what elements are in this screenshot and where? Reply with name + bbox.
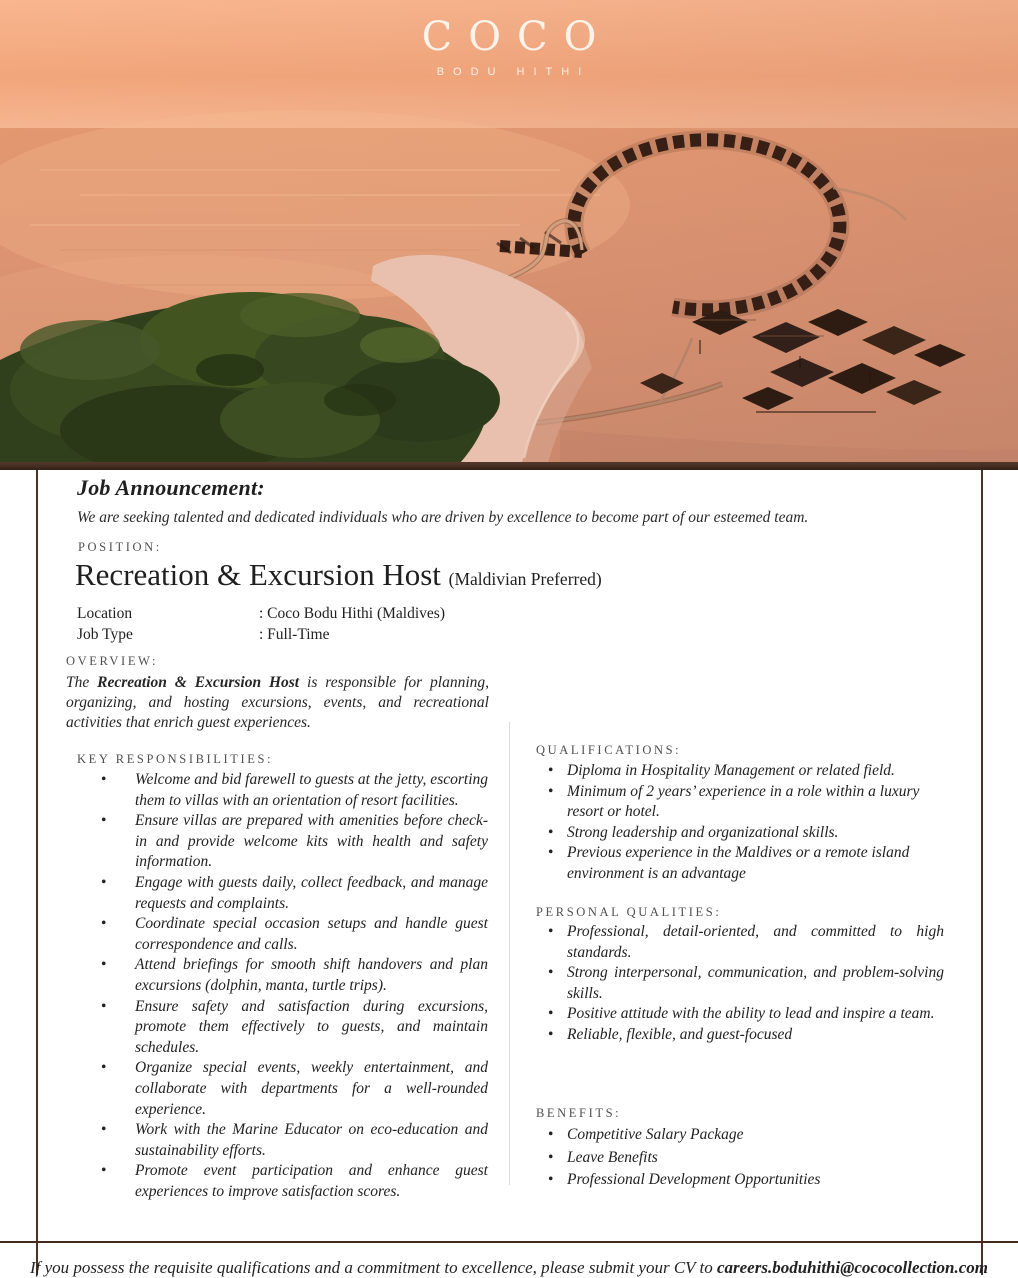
responsibility-text: • Engage with guests daily, collect feedback, and manage requests and complaints.	[135, 873, 488, 912]
responsibility-text: • Welcome and bid farewell to guests at the jetty, escorting them to villas with an orientation of resort facilities.	[135, 771, 488, 809]
detail-label: Job Type	[77, 626, 133, 643]
responsibility-text: • Work with the Marine Educator on eco-education and sustainability efforts.	[135, 1121, 488, 1159]
benefit-item	[536, 1169, 944, 1192]
overview-paragraph	[66, 673, 489, 732]
responsibilities-list	[77, 770, 488, 1202]
application-instruction	[0, 1258, 1018, 1278]
responsibility-item	[77, 811, 488, 873]
position-title-text: Recreation & Excursion Host	[75, 557, 441, 592]
responsibility-item	[77, 1120, 488, 1161]
responsibilities-label: KEY RESPONSIBILITIES:	[77, 752, 274, 766]
personal-qualities-list	[536, 922, 944, 1046]
position-title-suffix: (Maldivian Preferred)	[448, 569, 602, 589]
responsibility-text: • Attend briefings for smooth shift handovers and plan excursions (dolphin, manta, turtle trips).	[135, 956, 488, 994]
qualification-item	[536, 843, 946, 884]
personal-quality-text: • Strong interpersonal, communication, and problem-solving skills.	[567, 964, 944, 1002]
job-announcement-document	[0, 470, 1018, 1275]
personal-quality-text: • Reliable, flexible, and guest-focused	[567, 1025, 793, 1043]
qualification-text: • Previous experience in the Maldives or a remote island environment is an advantage	[567, 844, 910, 882]
overview-lead: The	[66, 674, 98, 691]
overview-role-bold: Recreation & Excursion Host	[97, 674, 300, 691]
responsibility-item	[77, 1058, 488, 1120]
photo-separator-bar	[0, 462, 1018, 470]
hero-photo	[0, 0, 1018, 463]
benefit-text: • Professional Development Opportunities	[567, 1171, 821, 1189]
responsibility-text: • Coordinate special occasion setups and handle guest correspondence and calls.	[135, 915, 488, 953]
responsibility-item	[77, 1161, 488, 1202]
responsibility-item	[77, 914, 488, 955]
qualification-text: • Strong leadership and organizational skills.	[567, 823, 839, 841]
qualification-item	[536, 761, 946, 782]
position-details	[77, 603, 577, 645]
position-label: POSITION:	[78, 540, 162, 554]
personal-qualities-label: PERSONAL QUALITIES:	[536, 905, 722, 919]
announcement-heading: Job Announcement:	[77, 475, 265, 500]
benefits-list	[536, 1124, 944, 1192]
personal-quality-text: • Positive attitude with the ability to lead and inspire a team.	[567, 1005, 935, 1023]
overview-label: OVERVIEW:	[66, 654, 159, 668]
detail-value: : Full-Time	[259, 626, 330, 643]
responsibility-item	[77, 955, 488, 996]
coco-wordmark: COCO	[421, 14, 613, 60]
bodu-hithi-wordmark: BODU HITHI	[436, 66, 591, 78]
responsibility-item	[77, 873, 488, 914]
detail-row	[77, 603, 577, 624]
responsibility-text: • Organize special events, weekly entertainment, and collaborate with departments for a well-rounded experience.	[135, 1059, 488, 1118]
qualification-text: • Diploma in Hospitality Management or related field.	[567, 762, 895, 779]
personal-quality-item	[536, 1025, 944, 1046]
responsibility-item	[77, 997, 488, 1059]
benefit-item	[536, 1147, 944, 1170]
coco-logo	[0, 14, 1018, 78]
application-instruction-text: If you possess the requisite qualifications and a commitment to excellence, please submit your CV to	[30, 1258, 717, 1277]
qualification-item	[536, 782, 946, 823]
personal-quality-item	[536, 922, 944, 963]
detail-label: Location	[77, 605, 133, 622]
benefit-text: • Competitive Salary Package	[567, 1126, 744, 1143]
detail-value: : Coco Bodu Hithi (Maldives)	[259, 605, 445, 622]
responsibility-item	[77, 770, 488, 811]
responsibility-text: • Ensure villas are prepared with amenities before check-in and provide welcome kits with health and safety information.	[135, 812, 488, 871]
qualification-item	[536, 823, 946, 844]
benefit-text: • Leave Benefits	[567, 1148, 658, 1166]
personal-quality-item	[536, 963, 944, 1004]
overview-rest: is responsible for planning, organizing, and hosting excursions, events, and recreational activities that enrich guest experiences.	[66, 674, 490, 731]
announcement-intro: We are seeking talented and dedicated individuals who are driven by excellence to become part of our esteemed team.	[77, 509, 809, 526]
responsibility-text: • Promote event participation and enhance guest experiences to improve satisfaction scores.	[135, 1162, 488, 1200]
qualifications-list	[536, 761, 946, 885]
responsibility-text: • Ensure safety and satisfaction during excursions, promote them effectively to guests, and maintain schedules.	[135, 997, 488, 1056]
benefit-item	[536, 1124, 944, 1147]
qualifications-label: QUALIFICATIONS:	[536, 743, 682, 757]
qualification-text: • Minimum of 2 years’ experience in a role within a luxury resort or hotel.	[567, 782, 920, 821]
application-email-link[interactable]: careers.boduhithi@cococollection.com	[716, 1258, 988, 1277]
personal-quality-text: • Professional, detail-oriented, and committed to high standards.	[567, 923, 944, 961]
position-title	[75, 558, 602, 596]
personal-quality-item	[536, 1004, 944, 1025]
benefits-label: BENEFITS:	[536, 1106, 622, 1120]
detail-row	[77, 624, 577, 645]
